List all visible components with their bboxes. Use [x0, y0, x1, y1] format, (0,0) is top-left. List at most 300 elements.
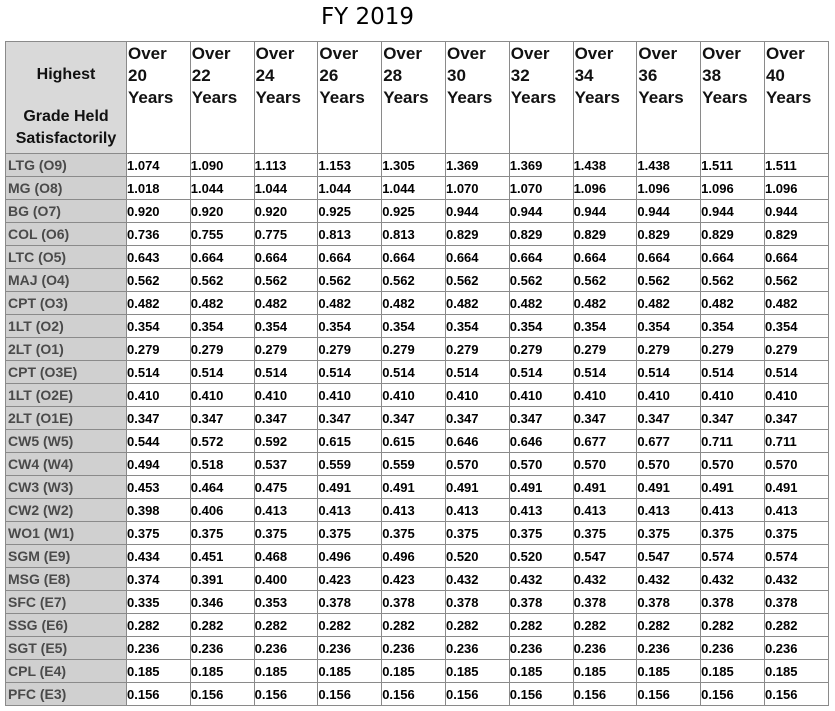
value-cell: 0.185	[764, 660, 828, 683]
table-row	[6, 154, 829, 177]
value-cell: 0.592	[254, 430, 318, 453]
table-row	[6, 177, 829, 200]
value-cell: 0.410	[127, 384, 191, 407]
value-cell: 0.185	[127, 660, 191, 683]
value-cell: 0.711	[701, 430, 765, 453]
value-cell: 0.410	[445, 384, 509, 407]
value-cell: 0.711	[764, 430, 828, 453]
value-cell: 0.375	[318, 522, 382, 545]
value-cell: 0.279	[701, 338, 765, 361]
value-cell: 0.398	[127, 499, 191, 522]
value-cell: 0.468	[254, 545, 318, 568]
table-row	[6, 453, 829, 476]
column-header-line: Over	[765, 44, 805, 63]
value-cell: 0.518	[190, 453, 254, 476]
value-cell: 0.829	[509, 223, 573, 246]
value-cell: 0.236	[764, 637, 828, 660]
value-cell: 0.410	[573, 384, 637, 407]
value-cell: 1.044	[318, 177, 382, 200]
value-cell: 0.347	[127, 407, 191, 430]
value-cell: 0.346	[190, 591, 254, 614]
value-cell: 0.475	[254, 476, 318, 499]
value-cell: 0.378	[573, 591, 637, 614]
table-row	[6, 660, 829, 683]
column-header	[254, 42, 318, 154]
value-cell: 0.562	[190, 269, 254, 292]
table-row	[6, 246, 829, 269]
value-cell: 0.775	[254, 223, 318, 246]
value-cell: 0.574	[764, 545, 828, 568]
value-cell: 0.156	[764, 683, 828, 706]
column-header-line: 34	[574, 66, 594, 85]
grade-cell: CW3 (W3)	[6, 476, 127, 499]
value-cell: 1.369	[445, 154, 509, 177]
value-cell: 0.185	[637, 660, 701, 683]
value-cell: 1.070	[445, 177, 509, 200]
value-cell: 0.514	[318, 361, 382, 384]
value-cell: 0.279	[254, 338, 318, 361]
table-row	[6, 522, 829, 545]
value-cell: 0.185	[318, 660, 382, 683]
value-cell: 0.375	[764, 522, 828, 545]
value-cell: 0.413	[573, 499, 637, 522]
value-cell: 1.096	[701, 177, 765, 200]
value-cell: 0.520	[445, 545, 509, 568]
value-cell: 0.559	[318, 453, 382, 476]
value-cell: 0.279	[509, 338, 573, 361]
value-cell: 0.354	[382, 315, 446, 338]
table-row	[6, 430, 829, 453]
value-cell: 0.520	[509, 545, 573, 568]
value-cell: 0.347	[509, 407, 573, 430]
column-header-line: Years	[702, 88, 748, 107]
value-cell: 0.413	[764, 499, 828, 522]
column-header-line: 20	[128, 66, 147, 85]
column-header-line: Over	[128, 44, 167, 63]
value-cell: 0.353	[254, 591, 318, 614]
value-cell: 0.829	[573, 223, 637, 246]
value-cell: 0.813	[382, 223, 446, 246]
value-cell: 0.494	[127, 453, 191, 476]
value-cell: 0.562	[573, 269, 637, 292]
value-cell: 0.829	[764, 223, 828, 246]
value-cell: 0.282	[701, 614, 765, 637]
value-cell: 0.453	[127, 476, 191, 499]
value-cell: 0.482	[382, 292, 446, 315]
value-cell: 0.410	[318, 384, 382, 407]
value-cell: 0.156	[573, 683, 637, 706]
value-cell: 0.375	[382, 522, 446, 545]
value-cell: 0.829	[637, 223, 701, 246]
value-cell: 1.096	[573, 177, 637, 200]
value-cell: 0.156	[254, 683, 318, 706]
value-cell: 1.511	[701, 154, 765, 177]
column-header-line: Over	[319, 44, 359, 63]
value-cell: 0.282	[445, 614, 509, 637]
column-header-line: 32	[510, 66, 530, 85]
grade-cell: PFC (E3)	[6, 683, 127, 706]
value-cell: 0.236	[573, 637, 637, 660]
table-row	[6, 269, 829, 292]
value-cell: 0.615	[382, 430, 446, 453]
column-header-line: 30	[446, 66, 466, 85]
value-cell: 1.044	[254, 177, 318, 200]
value-cell: 1.511	[764, 154, 828, 177]
column-header	[382, 42, 446, 154]
value-cell: 0.432	[509, 568, 573, 591]
value-cell: 0.282	[190, 614, 254, 637]
value-cell: 0.279	[445, 338, 509, 361]
value-cell: 0.347	[318, 407, 382, 430]
column-header	[190, 42, 254, 154]
value-cell: 0.537	[254, 453, 318, 476]
column-header	[509, 42, 573, 154]
column-header-line: Over	[702, 44, 741, 63]
value-cell: 0.410	[382, 384, 446, 407]
table-row	[6, 200, 829, 223]
value-cell: 0.643	[127, 246, 191, 269]
value-cell: 0.482	[573, 292, 637, 315]
value-cell: 0.378	[637, 591, 701, 614]
table-row	[6, 545, 829, 568]
value-cell: 0.482	[445, 292, 509, 315]
column-header-line: Years	[128, 88, 174, 107]
value-cell: 0.375	[127, 522, 191, 545]
column-header	[573, 42, 637, 154]
column-header-line: Over	[574, 44, 614, 63]
value-cell: 0.562	[318, 269, 382, 292]
value-cell: 0.432	[637, 568, 701, 591]
value-cell: 0.547	[637, 545, 701, 568]
column-header	[445, 42, 509, 154]
value-cell: 0.354	[127, 315, 191, 338]
value-cell: 0.282	[573, 614, 637, 637]
value-cell: 0.375	[254, 522, 318, 545]
value-cell: 0.570	[637, 453, 701, 476]
column-header-line: Over	[191, 44, 231, 63]
value-cell: 0.410	[637, 384, 701, 407]
value-cell: 0.236	[509, 637, 573, 660]
value-cell: 1.018	[127, 177, 191, 200]
value-cell: 0.347	[254, 407, 318, 430]
table-row	[6, 361, 829, 384]
value-cell: 0.736	[127, 223, 191, 246]
grade-cell: 2LT (O1E)	[6, 407, 127, 430]
value-cell: 0.156	[509, 683, 573, 706]
value-cell: 0.813	[318, 223, 382, 246]
grade-cell: SFC (E7)	[6, 591, 127, 614]
value-cell: 0.156	[190, 683, 254, 706]
value-cell: 1.096	[637, 177, 701, 200]
value-cell: 0.664	[318, 246, 382, 269]
value-cell: 0.944	[764, 200, 828, 223]
value-cell: 0.413	[382, 499, 446, 522]
column-header-line: Over	[446, 44, 486, 63]
value-cell: 0.664	[764, 246, 828, 269]
value-cell: 0.482	[190, 292, 254, 315]
table-row	[6, 292, 829, 315]
value-cell: 0.491	[764, 476, 828, 499]
value-cell: 0.378	[382, 591, 446, 614]
grade-cell: SGM (E9)	[6, 545, 127, 568]
value-cell: 0.925	[382, 200, 446, 223]
column-header-line: Over	[255, 44, 295, 63]
value-cell: 0.156	[701, 683, 765, 706]
value-cell: 0.279	[318, 338, 382, 361]
value-cell: 0.279	[382, 338, 446, 361]
column-header-line: Years	[765, 88, 812, 107]
grade-cell: MG (O8)	[6, 177, 127, 200]
grade-cell: SSG (E6)	[6, 614, 127, 637]
value-cell: 0.829	[701, 223, 765, 246]
value-cell: 0.944	[637, 200, 701, 223]
value-cell: 0.375	[573, 522, 637, 545]
value-cell: 0.562	[701, 269, 765, 292]
grade-cell: CPT (O3)	[6, 292, 127, 315]
value-cell: 0.375	[445, 522, 509, 545]
value-cell: 0.829	[445, 223, 509, 246]
table-row	[6, 407, 829, 430]
value-cell: 0.482	[701, 292, 765, 315]
column-header-line: 40	[765, 66, 785, 85]
grade-cell: 1LT (O2E)	[6, 384, 127, 407]
value-cell: 0.347	[573, 407, 637, 430]
value-cell: 0.236	[127, 637, 191, 660]
value-cell: 0.677	[637, 430, 701, 453]
value-cell: 1.070	[509, 177, 573, 200]
value-cell: 0.279	[127, 338, 191, 361]
grade-cell: CW2 (W2)	[6, 499, 127, 522]
value-cell: 0.185	[445, 660, 509, 683]
column-header	[764, 42, 828, 154]
value-cell: 0.514	[573, 361, 637, 384]
value-cell: 0.185	[382, 660, 446, 683]
table-row	[6, 476, 829, 499]
value-cell: 0.514	[382, 361, 446, 384]
grade-cell: CPT (O3E)	[6, 361, 127, 384]
value-cell: 0.354	[573, 315, 637, 338]
value-cell: 0.413	[318, 499, 382, 522]
grade-cell: MAJ (O4)	[6, 269, 127, 292]
value-cell: 0.664	[701, 246, 765, 269]
grade-cell: CW5 (W5)	[6, 430, 127, 453]
value-cell: 0.514	[509, 361, 573, 384]
value-cell: 0.185	[254, 660, 318, 683]
column-header-line: Years	[446, 88, 493, 107]
table-row	[6, 591, 829, 614]
value-cell: 0.755	[190, 223, 254, 246]
table-row	[6, 614, 829, 637]
column-header-line: Years	[255, 88, 301, 107]
table-row	[6, 499, 829, 522]
value-cell: 0.920	[254, 200, 318, 223]
value-cell: 0.572	[190, 430, 254, 453]
value-cell: 0.279	[764, 338, 828, 361]
grade-cell: MSG (E8)	[6, 568, 127, 591]
table-row	[6, 338, 829, 361]
value-cell: 0.562	[764, 269, 828, 292]
value-cell: 0.354	[509, 315, 573, 338]
value-cell: 0.410	[509, 384, 573, 407]
value-cell: 0.279	[637, 338, 701, 361]
value-cell: 1.096	[764, 177, 828, 200]
value-cell: 0.464	[190, 476, 254, 499]
value-cell: 0.646	[445, 430, 509, 453]
value-cell: 0.375	[509, 522, 573, 545]
value-cell: 0.496	[382, 545, 446, 568]
column-header-line: Over	[510, 44, 550, 63]
value-cell: 0.562	[127, 269, 191, 292]
value-cell: 0.236	[254, 637, 318, 660]
value-cell: 0.664	[573, 246, 637, 269]
value-cell: 0.677	[573, 430, 637, 453]
column-header	[127, 42, 191, 154]
value-cell: 1.113	[254, 154, 318, 177]
value-cell: 0.482	[764, 292, 828, 315]
value-cell: 0.451	[190, 545, 254, 568]
value-cell: 0.282	[382, 614, 446, 637]
value-cell: 0.559	[382, 453, 446, 476]
value-cell: 0.514	[190, 361, 254, 384]
value-cell: 0.944	[701, 200, 765, 223]
value-cell: 1.438	[637, 154, 701, 177]
stub-header	[6, 42, 127, 154]
value-cell: 0.156	[127, 683, 191, 706]
value-cell: 0.920	[127, 200, 191, 223]
grade-cell: CPL (E4)	[6, 660, 127, 683]
value-cell: 0.562	[509, 269, 573, 292]
value-cell: 1.369	[509, 154, 573, 177]
column-header	[637, 42, 701, 154]
value-cell: 1.438	[573, 154, 637, 177]
value-cell: 0.156	[382, 683, 446, 706]
table-row	[6, 315, 829, 338]
value-cell: 0.347	[764, 407, 828, 430]
column-header-line: Years	[574, 88, 620, 107]
value-cell: 0.514	[701, 361, 765, 384]
grade-cell: WO1 (W1)	[6, 522, 127, 545]
value-cell: 0.410	[190, 384, 254, 407]
value-cell: 0.496	[318, 545, 382, 568]
column-header-line: Over	[638, 44, 678, 63]
column-header-line: 36	[638, 66, 658, 85]
value-cell: 0.413	[701, 499, 765, 522]
value-cell: 0.236	[701, 637, 765, 660]
value-cell: 0.514	[764, 361, 828, 384]
value-cell: 0.378	[318, 591, 382, 614]
column-header-line: Over	[383, 44, 422, 63]
value-cell: 0.664	[190, 246, 254, 269]
column-header-line: 22	[191, 66, 211, 85]
value-cell: 0.574	[701, 545, 765, 568]
value-cell: 0.354	[445, 315, 509, 338]
value-cell: 0.378	[764, 591, 828, 614]
value-cell: 0.432	[445, 568, 509, 591]
grade-cell: SGT (E5)	[6, 637, 127, 660]
value-cell: 0.156	[318, 683, 382, 706]
column-header-line: 24	[255, 66, 275, 85]
column-header-line: 38	[702, 66, 722, 85]
value-cell: 0.378	[445, 591, 509, 614]
value-cell: 0.514	[637, 361, 701, 384]
value-cell: 0.374	[127, 568, 191, 591]
value-cell: 0.156	[445, 683, 509, 706]
value-cell: 0.482	[127, 292, 191, 315]
multiplier-table	[5, 41, 829, 706]
grade-cell: BG (O7)	[6, 200, 127, 223]
value-cell: 0.570	[445, 453, 509, 476]
value-cell: 0.347	[445, 407, 509, 430]
value-cell: 0.282	[318, 614, 382, 637]
stub-header-line: Highest	[36, 66, 96, 83]
value-cell: 1.044	[190, 177, 254, 200]
table-row	[6, 637, 829, 660]
value-cell: 0.944	[445, 200, 509, 223]
value-cell: 0.646	[509, 430, 573, 453]
value-cell: 0.185	[573, 660, 637, 683]
value-cell: 0.378	[701, 591, 765, 614]
column-header-line: Years	[319, 88, 365, 107]
value-cell: 0.410	[254, 384, 318, 407]
value-cell: 0.491	[382, 476, 446, 499]
value-cell: 0.347	[382, 407, 446, 430]
value-cell: 0.432	[701, 568, 765, 591]
value-cell: 0.570	[701, 453, 765, 476]
table-row	[6, 223, 829, 246]
column-header	[318, 42, 382, 154]
column-header-line: 28	[383, 66, 403, 85]
value-cell: 0.944	[573, 200, 637, 223]
value-cell: 0.413	[509, 499, 573, 522]
value-cell: 0.236	[318, 637, 382, 660]
value-cell: 0.491	[509, 476, 573, 499]
grade-cell: LTG (O9)	[6, 154, 127, 177]
value-cell: 0.282	[764, 614, 828, 637]
value-cell: 0.185	[509, 660, 573, 683]
value-cell: 0.410	[764, 384, 828, 407]
value-cell: 0.514	[254, 361, 318, 384]
value-cell: 0.185	[701, 660, 765, 683]
value-cell: 1.044	[382, 177, 446, 200]
value-cell: 0.432	[764, 568, 828, 591]
column-header-line: Years	[191, 88, 238, 107]
value-cell: 0.562	[445, 269, 509, 292]
value-cell: 0.282	[254, 614, 318, 637]
value-cell: 0.282	[509, 614, 573, 637]
value-cell: 0.491	[701, 476, 765, 499]
value-cell: 0.664	[382, 246, 446, 269]
value-cell: 1.074	[127, 154, 191, 177]
value-cell: 0.391	[190, 568, 254, 591]
value-cell: 0.423	[382, 568, 446, 591]
value-cell: 0.354	[637, 315, 701, 338]
value-cell: 0.413	[637, 499, 701, 522]
value-cell: 0.664	[637, 246, 701, 269]
value-cell: 0.491	[637, 476, 701, 499]
value-cell: 0.562	[637, 269, 701, 292]
value-cell: 0.236	[190, 637, 254, 660]
value-cell: 0.491	[318, 476, 382, 499]
value-cell: 0.347	[637, 407, 701, 430]
column-header-line: Years	[638, 88, 684, 107]
value-cell: 1.153	[318, 154, 382, 177]
value-cell: 0.514	[445, 361, 509, 384]
table-row	[6, 568, 829, 591]
grade-cell: CW4 (W4)	[6, 453, 127, 476]
value-cell: 0.664	[445, 246, 509, 269]
value-cell: 0.375	[701, 522, 765, 545]
value-cell: 0.335	[127, 591, 191, 614]
